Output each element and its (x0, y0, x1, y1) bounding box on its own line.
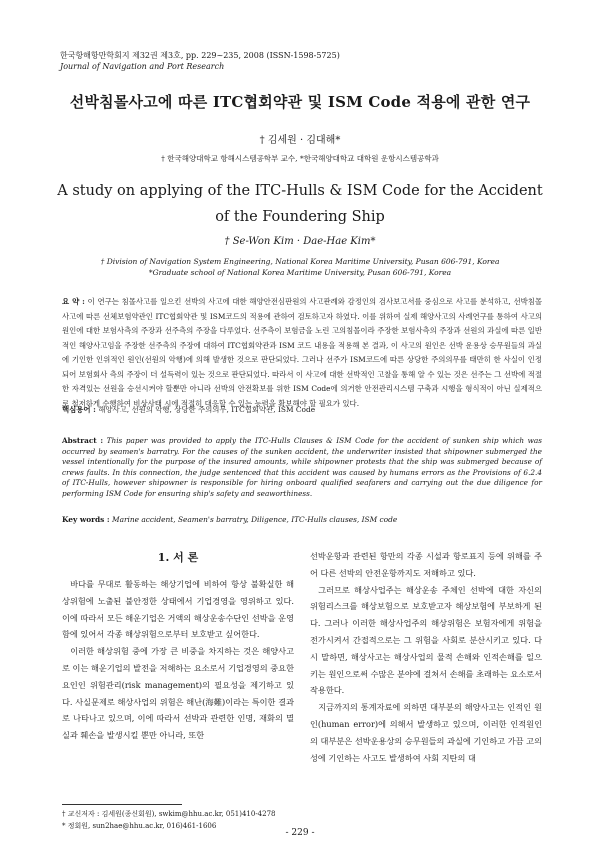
keywords-korean (62, 404, 315, 415)
keywords-english (62, 515, 397, 524)
footnote-member: * 정회원, sun2hae@hhu.ac.kr, 016)461-1606 (62, 822, 217, 830)
abstract-english-text: This paper was provided to apply the ITC-Hulls Clauses & ISM Code for the accident of sunken ship which was occurred by seamen's barratry. For the causes of the sunken accident, the underwriter insisted that shipowner submerged the vessel intentionally for the purpose of the insured amounts, while shipowner protests that the ship was submerged because of crews faults. In this connection, the judge sentenced that this accident was caused by humans errors as the Provisions of 6.2.4 of ITC-Hulls, however shipowner is responsible for hiring onboard qualified seafarers and carrying out the due diligence for performing ISM Code for ensuring ship's safety and seaworthiness. (62, 436, 542, 498)
abstract-korean-label: 요 약 : (62, 297, 85, 306)
keywords-korean-label: 핵심용어 : (62, 405, 96, 414)
abstract-korean (62, 295, 542, 411)
footnote-corresponding-author: † 교신저자 : 김세원(종신회원), swkim@hhu.ac.kr, 051)410-4278 (62, 810, 276, 818)
keywords-english-label: Key words : (62, 515, 110, 524)
paragraph: 지금까지의 통계자료에 의하면 대부분의 해양사고는 인적인 원인(human error)에 의해서 발생하고 있으며, 이러한 인적원인의 대부분은 선박운용상의 승무원들의 과실에 기인하고 가끔 고의성에 기인하는 사고도 발생하여 사회 지탄의 대 (310, 702, 542, 763)
body-left-column (62, 548, 294, 744)
title-korean: 선박침몰사고에 따른 ITC협회약관 및 ISM Code 적용에 관한 연구 (69, 93, 531, 111)
journal-name: Journal of Navigation and Port Research (60, 62, 225, 71)
paragraph: 선박운항과 관련된 항만의 각종 시설과 항로표지 등에 위해를 주어 다른 선박의 안전운항까지도 저해하고 있다. (310, 551, 542, 578)
page-number: - 229 - (285, 828, 315, 838)
paragraph: 바다를 무대로 활동하는 해상기업에 비하여 항상 불확실한 해상위험에 노출된 불안정한 상태에서 기업경영을 영위하고 있다. 이에 따라서 모든 해운기업은 거액의 해상운송수단인 선박을 운영함에 있어서 각종 해상위험으로부터 보호받고 싶어한다. (62, 579, 294, 640)
authors-english: † Se-Won Kim · Dae-Hae Kim* (224, 236, 376, 247)
keywords-english-text: Marine accident, Seamen's barratry, Diligence, ITC-Hulls clauses, ISM code (109, 515, 398, 524)
journal-citation: 한국항해항만학회지 제32권 제3호, pp. 229~235, 2008 (ISSN-1598-5725) (60, 51, 340, 60)
abstract-english (62, 436, 542, 499)
paragraph: 이러한 해상위험 중에 가장 큰 비중을 차지하는 것은 해양사고로 이는 해운기업의 발전을 저해하는 요소로서 기업경영의 중요한 요인인 위험관리(risk management)의 필요성을 제기하고 있다. 사실문제로 해상사업의 위험은 해난(海難)이라는 특이한 결과로 나타나고 있으며, 이에 따라서 선박과 관련한 인명, 재화의 멸실과 훼손을 발생시킬 뿐만 아니라, 또한 (62, 646, 294, 741)
keywords-korean-text: 해양사고, 선원의 악행, 상당한 주의의무, ITC협회약관, ISM Code (95, 405, 316, 414)
affiliation-english (0, 256, 600, 278)
body-right-column (310, 548, 542, 766)
abstract-english-label: Abstract : (62, 436, 104, 445)
journal-header (60, 50, 340, 72)
authors-korean: † 김세원 · 김대해* (259, 135, 341, 146)
affiliation-korean: † 한국해양대학교 항해시스템공학부 교수, *한국해양대학교 대학원 운항시스템공학과 (161, 154, 439, 163)
abstract-korean-text: 이 연구는 침몰사고를 일으킨 선박의 사고에 대한 해양안전심판원의 사고판례와 감정인의 검사보고서를 중심으로 사고를 분석하고, 선박침몰사고에 따른 선체보험약관인 ITC협회약관 및 ISM코드의 적용에 관하여 검토하고자 하였다. 이를 위하여 실제 해양사고의 사례연구를 통하여 사고의 원인에 대한 보험사측의 주장과 선주측의 주장을 다루었다. 선주측이 보험금을 노린 고의침몰이라 주장한 보험사측의 주장과 선원의 과실에 따른 일반적인 해양사고임을 주장한 선주측의 주장에 대하여 ITC협회약관과 ISM 코드 내용을 적용해 본 결과, 이 사고의 원인은 선박 운용상 승무원들의 과실에 기인한 인위적인 원인(선원의 악행)에 의해 발생한 것으로 판단되었다. 그러나 선주가 ISM코드에 따른 상당한 주의의무를 태만히 한 사실이 인정되어 보험회사 측의 주장이 더 설득력이 있는 것으로 판단되었다. 따라서 이 사고에 대한 선박적인 고찰을 통해 알 수 있는 것은 선주는 그 선박에 적절한 자격있는 선원을 승선시켜야 할뿐만 아니라 선박의 안전확보를 위한 ISM Code에 의거한 안전관리시스템 구축과 시행을 형식적이 아닌 실제적으로 철저하게 수행하여 비상사태 시에 적절히 대응할 수 있는 능력을 확보해야 할 필요가 있다. (62, 297, 542, 408)
section-heading: 1. 서 론 (157, 551, 199, 564)
paragraph: 그러므로 해상사업주는 해상운송 주체인 선박에 대한 자신의 위험리스크를 해상보험으로 보호받고자 해상보험에 부보하게 된다. 그러나 이러한 해상사업주의 해상위험은 보험자에게 위험을 전가시켜서 간접적으로는 그 위험을 사회로 분산시키고 있다. 다시 말하면, 해상사고는 해상사업의 물적 손해와 인적손해를 일으키는 원인으로써 수많은 분야에 걸쳐서 손해를 초래하는 요소로서 작용한다. (310, 584, 542, 696)
footnote-divider (62, 804, 182, 805)
affiliation-english-1: † Division of Navigation System Engineering, National Korea Maritime University, Pusan 606-791, Korea (100, 257, 500, 266)
affiliation-english-2: *Graduate school of National Korea Maritime University, Pusan 606-791, Korea (148, 268, 452, 277)
title-english: A study on applying of the ITC-Hulls & ISM Code for the Accident of the Foundering Ship (57, 183, 543, 225)
